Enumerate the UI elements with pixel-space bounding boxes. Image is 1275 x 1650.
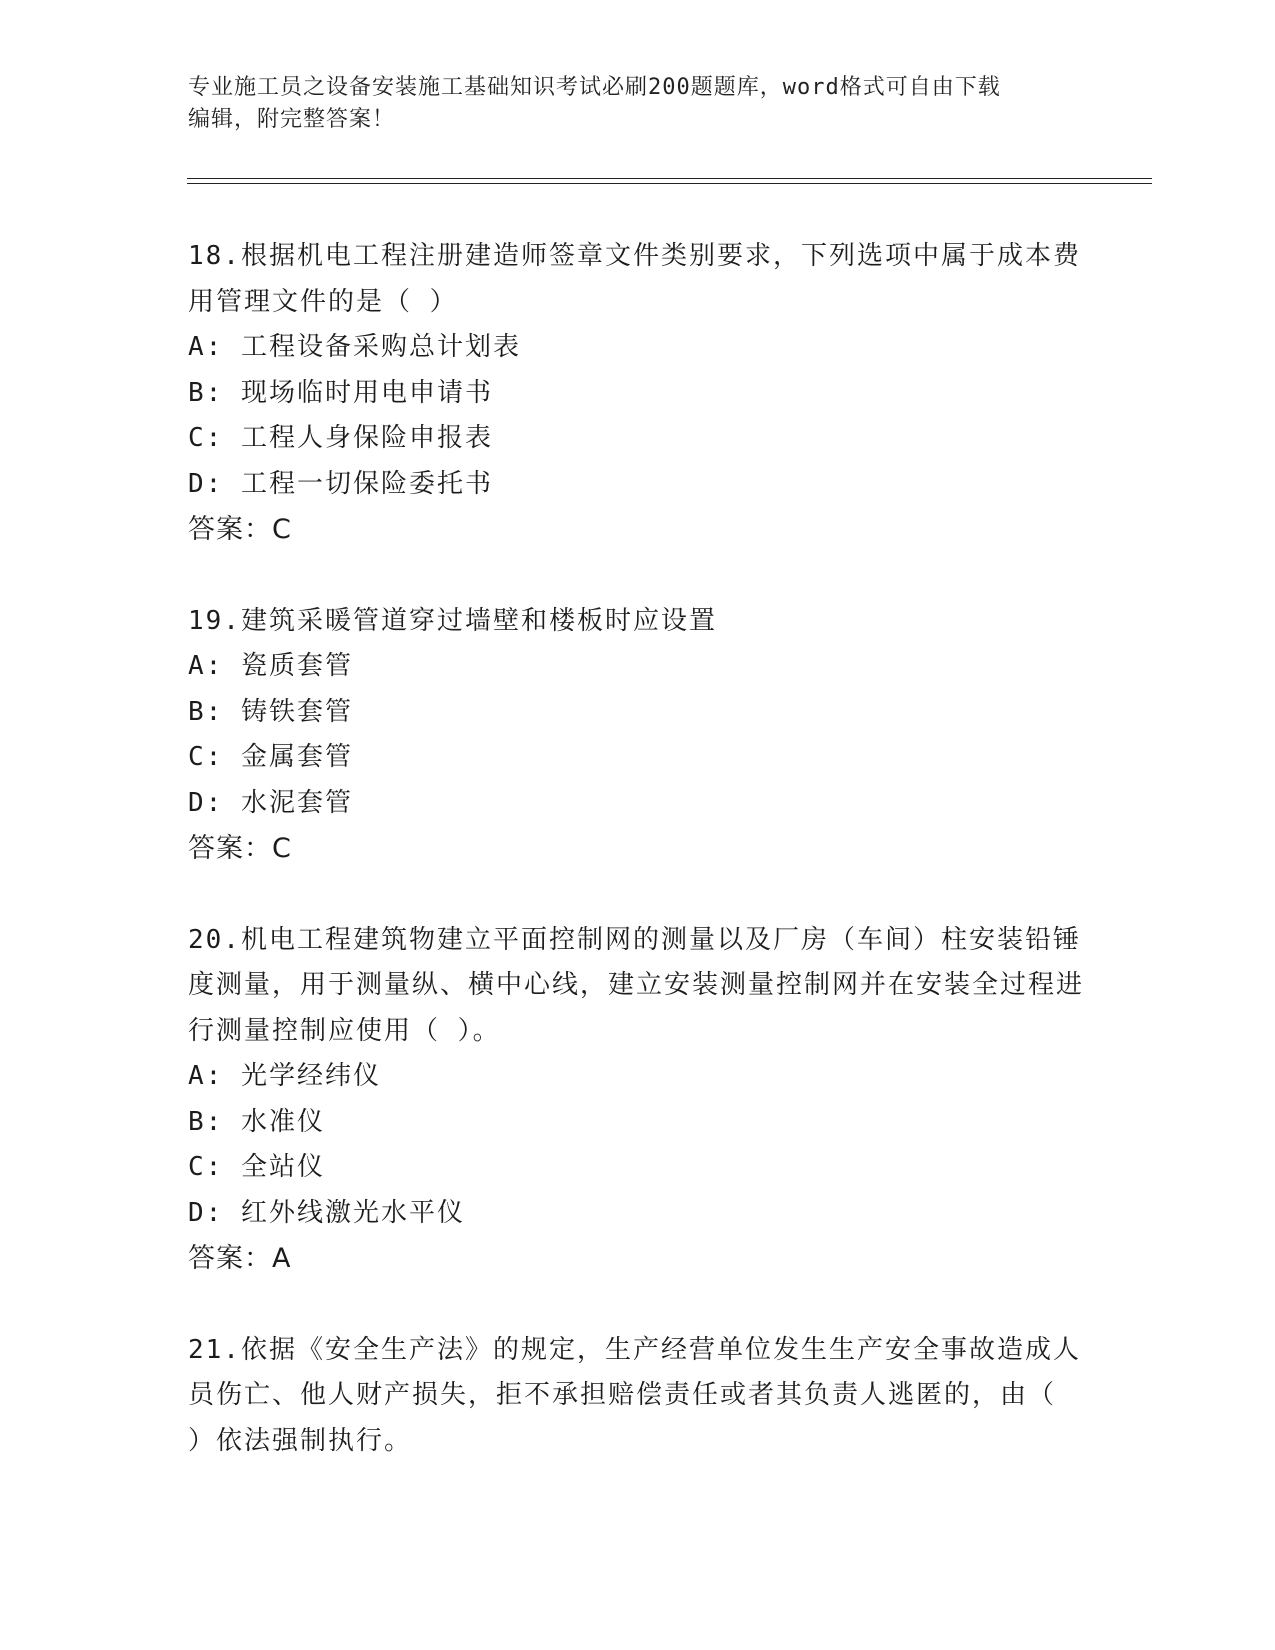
question-list xyxy=(188,234,1088,1510)
option-c: C: 金属套管 xyxy=(188,742,353,772)
answer-label: 答案：C xyxy=(188,514,292,545)
question-21 xyxy=(188,1328,1088,1465)
option-d: D: 水泥套管 xyxy=(188,787,353,818)
question-text: 20.机电工程建筑物建立平面控制网的测量以及厂房（车间）柱安装铅锤度测量，用于测量纵、横中心线，建立安装测量控制网并在安装全过程进行测量控制应使用（ ）。 xyxy=(188,924,1085,1046)
header-divider-bottom xyxy=(187,183,1152,184)
header-title-line-1: 专业施工员之设备安装施工基础知识考试必刷200题题库，word格式可自由下载 xyxy=(188,75,1001,100)
option-a: A: 光学经纬仪 xyxy=(188,1061,381,1091)
option-a: A: 瓷质套管 xyxy=(188,651,353,681)
option-b: B: 铸铁套管 xyxy=(188,696,353,727)
answer-label: 答案：C xyxy=(188,833,292,864)
option-b: B: 现场临时用电申请书 xyxy=(188,377,493,408)
option-d: D: 工程一切保险委托书 xyxy=(188,468,493,499)
option-a: A: 工程设备采购总计划表 xyxy=(188,332,521,362)
question-text: 19.建筑采暖管道穿过墙壁和楼板时应设置 xyxy=(188,605,717,636)
header-divider-top xyxy=(187,178,1152,179)
header-title-line-2: 编辑，附完整答案！ xyxy=(188,107,396,132)
question-19 xyxy=(188,599,1088,872)
option-d: D: 红外线激光水平仪 xyxy=(188,1197,465,1228)
document-header xyxy=(188,72,1068,136)
question-20 xyxy=(188,918,1088,1282)
option-c: C: 全站仪 xyxy=(188,1152,325,1182)
option-b: B: 水准仪 xyxy=(188,1106,325,1137)
question-text: 21.依据《安全生产法》的规定，生产经营单位发生生产安全事故造成人员伤亡、他人财产损失，拒不承担赔偿责任或者其负责人逃匿的，由（ ）依法强制执行。 xyxy=(188,1334,1081,1456)
option-c: C: 工程人身保险申报表 xyxy=(188,423,493,453)
question-text: 18.根据机电工程注册建造师签章文件类别要求，下列选项中属于成本费用管理文件的是（ ） xyxy=(188,241,1081,317)
question-18 xyxy=(188,234,1088,553)
answer-label: 答案：A xyxy=(188,1243,292,1274)
